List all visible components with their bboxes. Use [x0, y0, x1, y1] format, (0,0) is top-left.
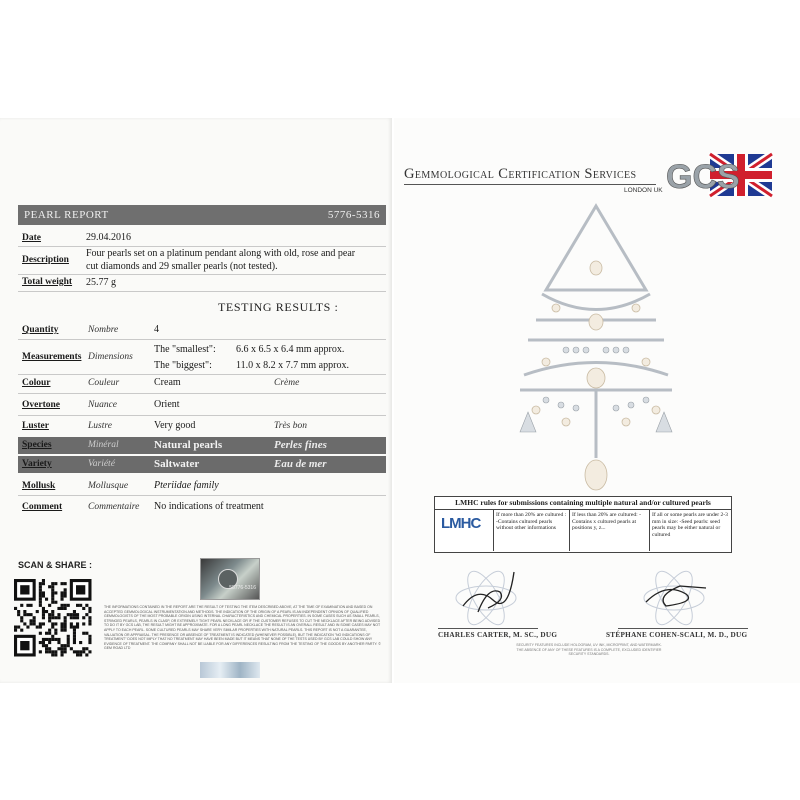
species-fr-value: Perles fines [274, 439, 327, 451]
signature-line-1 [438, 628, 538, 629]
measurements-fr-label: Dimensions [88, 352, 133, 362]
date-value: 29.04.2016 [86, 232, 131, 243]
mollusk-label: Mollusk [22, 481, 56, 491]
biggest-label: The "biggest": [154, 360, 212, 371]
mollusk-fr-label: Mollusque [88, 481, 129, 491]
variety-fr-value: Eau de mer [274, 458, 327, 470]
lmhc-rule-cultured-over-20: If more than 20% are cultured : -Contains cultured pearls without other informations [493, 510, 569, 551]
signer-carter: CHARLES CARTER, M. SC., DUG [438, 631, 558, 639]
species-row [18, 437, 386, 454]
date-label: Date [22, 233, 41, 243]
variety-row [18, 456, 386, 473]
species-fr-label: Minéral [88, 440, 119, 450]
signer-cohen-scali: STÉPHANE COHEN-SCALI, M. D., DUG [606, 631, 748, 639]
colour-fr-label: Couleur [88, 378, 120, 388]
signature-carter [448, 566, 524, 626]
measurements-label: Measurements [22, 352, 82, 362]
species-value: Natural pearls [154, 439, 223, 451]
divider [18, 495, 386, 496]
comment-fr-label: Commentaire [88, 502, 140, 512]
gcs-logo [664, 150, 774, 200]
description-line-2: cut diamonds and 29 smaller pearls (not tested). [86, 261, 278, 272]
quantity-label: Quantity [22, 325, 59, 335]
testing-results-heading: TESTING RESULTS : [218, 300, 339, 314]
hologram-seal [200, 558, 260, 600]
colour-label: Colour [22, 378, 51, 388]
colour-fr-value: Crème [274, 378, 300, 388]
luster-label: Luster [22, 421, 49, 431]
overtone-fr-label: Nuance [88, 400, 118, 410]
quantity-fr-label: Nombre [88, 325, 119, 335]
smallest-label: The "smallest": [154, 344, 216, 355]
divider [18, 291, 386, 292]
security-note: SECURITY FEATURES INCLUDE HOLOGRAM, UV INK, MICROPRINT, AND WATERMARK. THE ABSENCE OF ANY OF THESE FEATURES IS A COMPLETE, EXCLUDED IDENTIFIER SECURITY STANDARDS. [516, 643, 662, 657]
pearl-pendant-photo [506, 200, 686, 505]
luster-fr-label: Lustre [88, 421, 112, 431]
colour-value: Cream [154, 377, 181, 388]
variety-fr-label: Variété [88, 459, 115, 469]
overtone-label: Overtone [22, 400, 60, 410]
comment-value: No indications of treatment [154, 501, 264, 512]
biggest-value: 11.0 x 8.2 x 7.7 mm approx. [236, 360, 349, 371]
smallest-value: 6.6 x 6.5 x 6.4 mm approx. [236, 344, 345, 355]
lmhc-rule-seed-pearls: If all or some pearls are under 2-3 mm in size: -Seed pearls: seed pearls may be either natural or cultured [649, 510, 731, 551]
logo-text: GCS [666, 158, 740, 196]
overtone-value: Orient [154, 399, 180, 410]
divider [18, 393, 386, 394]
company-name: Gemmological Certification Services [404, 166, 637, 182]
variety-label: Variety [22, 459, 52, 469]
comment-label: Comment [22, 502, 63, 512]
scan-share-label: SCAN & SHARE : [18, 560, 93, 570]
location: LONDON UK [624, 187, 663, 194]
report-title-bar [18, 205, 386, 225]
mollusk-value: Pteriidae family [154, 480, 219, 491]
lmhc-logo: LMHC [441, 515, 481, 532]
title-underline [404, 184, 656, 185]
divider [18, 339, 386, 340]
quantity-value: 4 [154, 324, 159, 335]
species-label: Species [22, 440, 52, 450]
description-line-1: Four pearls set on a platinum pendant along with old, rose and pear [86, 248, 356, 259]
lmhc-rule-cultured-under-20: If less than 20% are cultured: -Contains x cultured pearls at positions y, z... [569, 510, 649, 551]
report-number: 5776-5316 [327, 209, 380, 221]
divider [18, 274, 386, 275]
disclaimer-fine-print: THE INFORMATIONS CONTAINED IN THE REPORT ARE THE RESULT OF TESTING THE ITEM DESCRIBED ABOVE, AT THE TIME OF EXAMINATION AND BASED ON ACCEPTED GEMMOLOGICAL INSTRUMENTATION AND METHODS. THE INDICATION OF THE ORIGIN OF A PEARL IS AN INDEPENDENT OPINION OF QUALIFIED GEMMOLOGISTS OF THE MOST PROBABLE ORIGIN USING INTERNAL CHARACTERISTICS AND CHEMICAL PROPERTIES. IN SOME CASES SUCH AS SMALL PEARLS, STRINGED PEARLS, PEARLS IN CLASP, OR EXTREMELY TIGHT PEARL NECKLACE OR IF THE CUSTOMER REFUSES TO CUT THE NECKLACE AFTER BEING ADVISED TO DO IT BY GCS LAB, THE RESULT MIGHT BE APPROXIMATE. FOR A LONG PEARL NECKLACE THE RESULT IS AN OVERALL RESULT AND IN SOME CASES MAY NOT APPLY TO EACH PEARL. SOME CULTURED PEARLS MAY SHARE VERY SIMILAR PROPERTIES WITH NATURAL PEARLS. THIS REPORT IS NOT A GUARANTEE, VALUATION OR APPRAISAL. THE PRESENCE OR ABSENCE OF TREATMENT IS INDICATED (WHENEVER POSSIBLE), BUT THE INDICATION "NO INDICATIONS OF TREATMENT" DOES NOT IMPLY THAT NO TREATMENT MAY HAVE BEEN MADE BUT IT MEANS THAT NONE OF THE TESTS USED BY GCS LAB COULD SHOW ANY EVIDENCE OF TREATMENT. THE COMPANY SHALL NOT BE LIABLE FOR ANY DIFFERENCES RESULTING FROM THE TESTING OF THE GOODS BY ANOTHER PARTY. © GEM ROAD LTD [104, 605, 381, 651]
divider [18, 374, 386, 375]
variety-value: Saltwater [154, 458, 200, 470]
hologram-strip [200, 662, 260, 678]
signature-cohen-scali [636, 566, 712, 626]
luster-value: Very good [154, 420, 196, 431]
hologram-number: 55776-5316 [229, 585, 256, 591]
description-label: Description [22, 255, 69, 265]
weight-label: Total weight [22, 277, 73, 287]
weight-value: 25.77 g [86, 277, 116, 288]
signature-line-2 [618, 628, 748, 629]
luster-fr-value: Très bon [274, 421, 307, 431]
report-title: PEARL REPORT [24, 209, 109, 221]
lmhc-rules-table [434, 496, 732, 553]
qr-code[interactable] [12, 577, 92, 659]
divider [18, 415, 386, 416]
lmhc-heading: LMHC rules for submissions containing multiple natural and/or cultured pearls [435, 497, 731, 510]
divider [18, 246, 386, 247]
